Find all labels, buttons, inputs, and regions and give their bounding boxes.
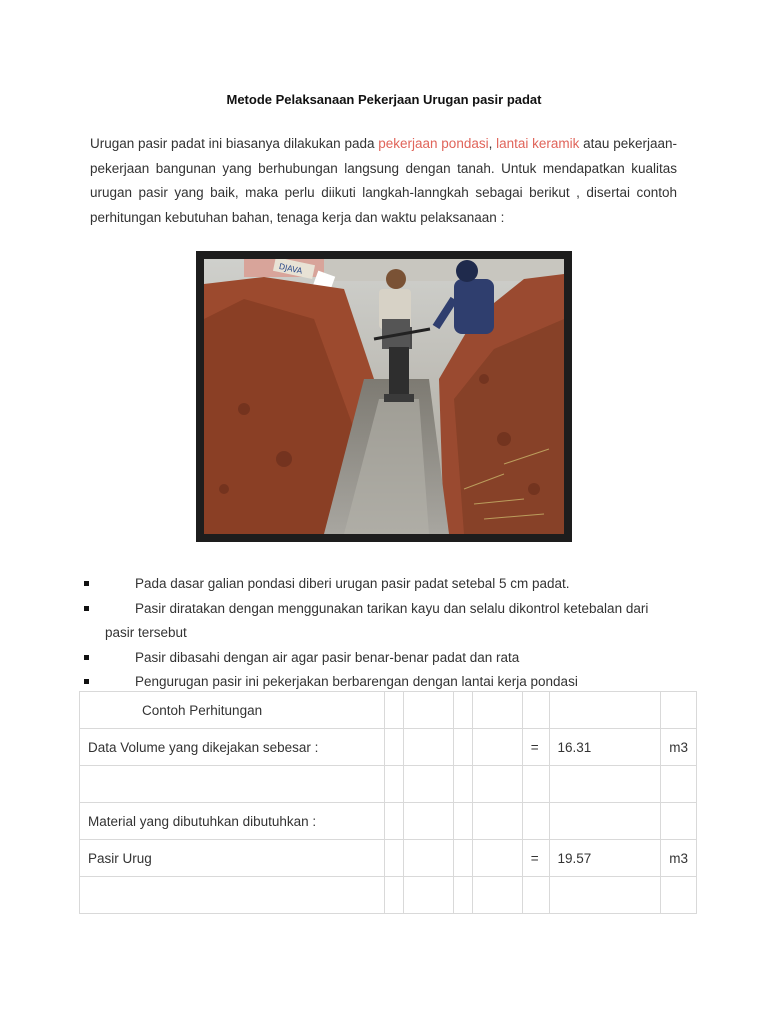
table-row — [80, 766, 697, 803]
list-item-text: Pasir diratakan dengan menggunakan tarikan kayu dan selalu dikontrol ketebalan dari — [135, 600, 649, 616]
bullet-marker — [84, 679, 89, 684]
row-unit — [661, 877, 697, 914]
list-item — [82, 572, 677, 597]
link-pekerjaan-pondasi[interactable]: pekerjaan pondasi — [378, 136, 489, 151]
row-equals — [522, 803, 549, 840]
table-row — [80, 840, 697, 877]
intro-paragraph — [90, 132, 677, 230]
table-header-row — [80, 692, 697, 729]
step-list — [82, 572, 677, 695]
row-unit: m3 — [661, 729, 697, 766]
row-label: Pasir Urug — [80, 840, 385, 877]
row-label: Data Volume yang dikejakan sebesar : — [80, 729, 385, 766]
table-row — [80, 877, 697, 914]
bullet-marker — [84, 606, 89, 611]
list-item-text: pasir tersebut — [105, 625, 187, 640]
row-label — [80, 877, 385, 914]
list-item-text: Pengurugan pasir ini pekerjakan berbarengan dengan lantai kerja pondasi — [135, 674, 578, 689]
intro-text-2: atau pekerjaan-pekerjaan bangunan yang berhubungan langsung dengan tanah. Untuk mendapatkan kualitas urugan pasir yang baik, maka perlu diikuti langkah-lanngkah sebagai berikut , disertai contoh perhitungan kebutuhan bahan, tenaga kerja dan waktu pelaksanaan : — [90, 136, 677, 225]
intro-separator: , — [488, 136, 497, 151]
row-unit: m3 — [661, 840, 697, 877]
row-label: Material yang dibutuhkan dibutuhkan : — [80, 803, 385, 840]
banner-text: DJAVA — [278, 261, 304, 276]
row-value — [549, 766, 661, 803]
table-row — [80, 803, 697, 840]
table-row — [80, 729, 697, 766]
list-item — [82, 597, 677, 622]
list-item-text: Pada dasar galian pondasi diberi urugan pasir padat setebal 5 cm padat. — [135, 576, 570, 591]
row-value: 16.31 — [549, 729, 661, 766]
row-equals — [522, 877, 549, 914]
row-value: 19.57 — [549, 840, 661, 877]
intro-text-1: Urugan pasir padat ini biasanya dilakukan pada — [90, 136, 379, 151]
link-lantai-keramik[interactable]: lantai keramik — [496, 136, 580, 151]
trench-photo-illustration — [204, 259, 564, 534]
bullet-marker — [84, 581, 89, 586]
row-unit — [661, 766, 697, 803]
row-value — [549, 877, 661, 914]
row-equals: = — [522, 729, 549, 766]
list-item-text: Pasir dibasahi dengan air agar pasir benar-benar padat dan rata — [135, 649, 520, 665]
row-equals — [522, 766, 549, 803]
table-header: Contoh Perhitungan — [80, 692, 385, 729]
list-item-continuation — [82, 621, 677, 646]
row-label — [80, 766, 385, 803]
list-item — [82, 646, 677, 671]
row-equals: = — [522, 840, 549, 877]
calculation-table — [79, 691, 697, 914]
page-title: Metode Pelaksanaan Pekerjaan Urugan pasir padat — [226, 92, 542, 107]
row-unit — [661, 803, 697, 840]
row-value — [549, 803, 661, 840]
bullet-marker — [84, 655, 89, 660]
trench-photo — [196, 251, 572, 542]
